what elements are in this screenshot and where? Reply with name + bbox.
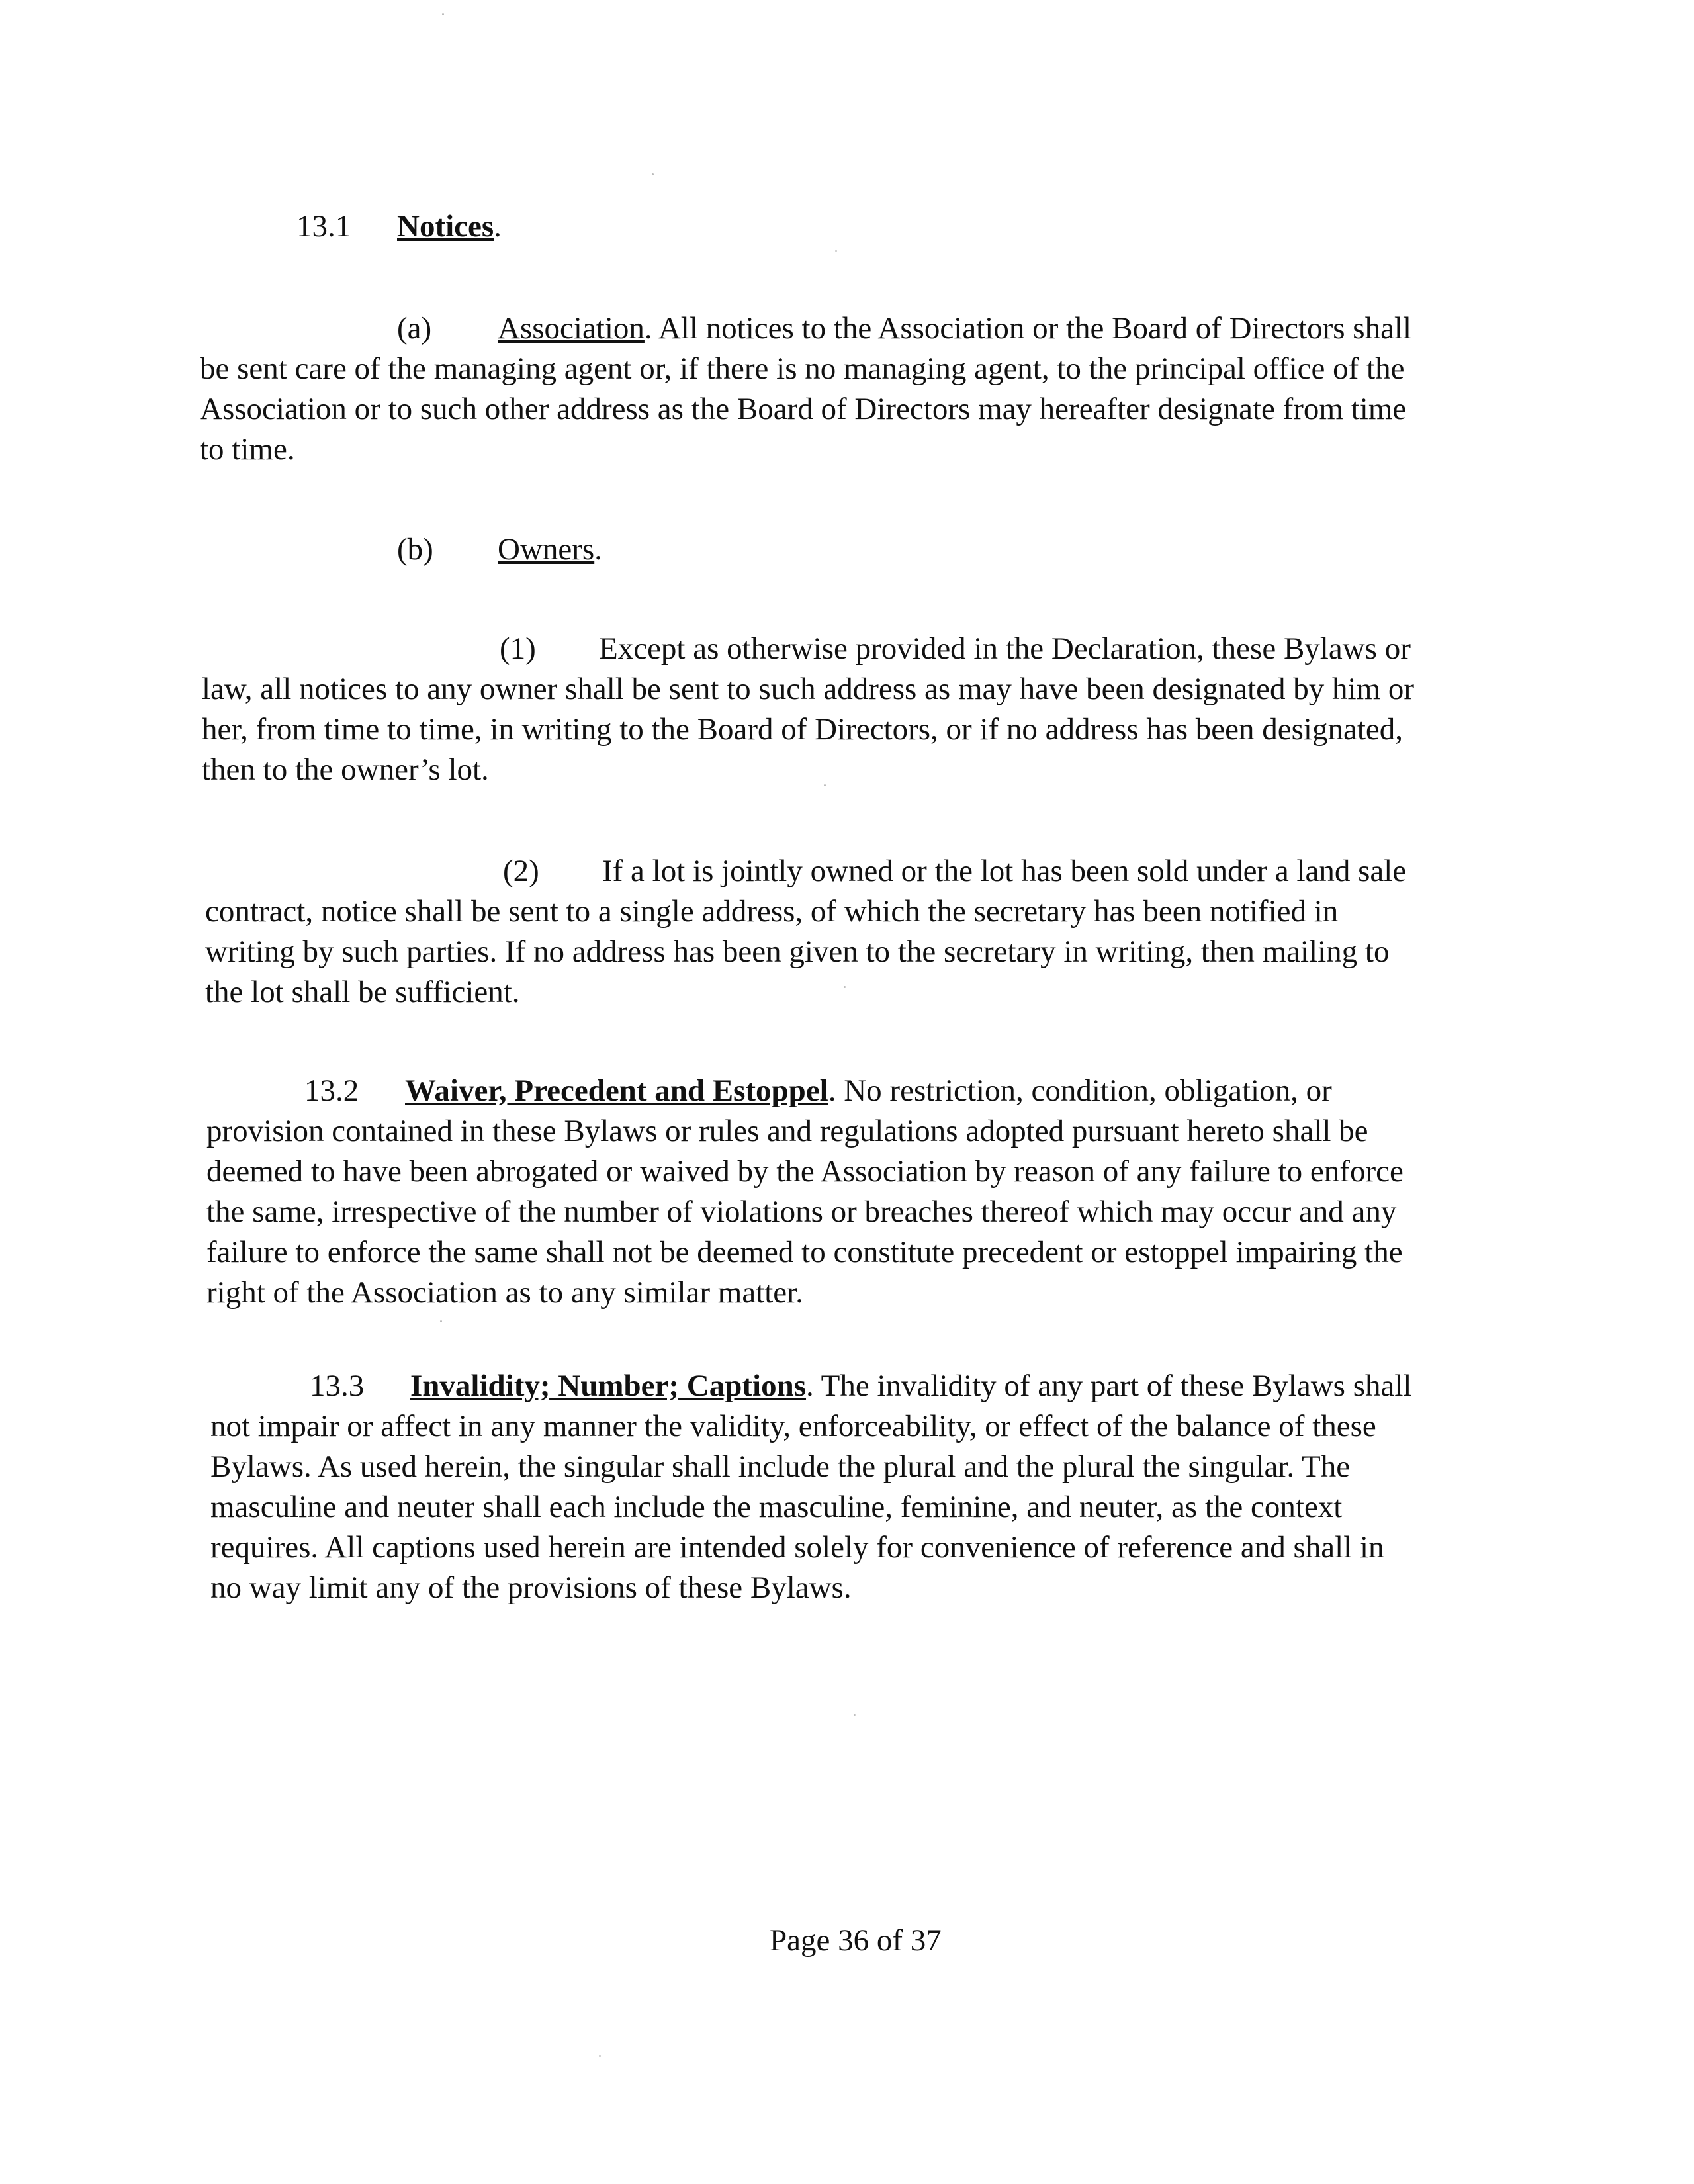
paragraph-line: not impair or affect in any manner the validity, enforceability, or effect of the balance of these (210, 1409, 1376, 1443)
owners-paragraph-2 (205, 851, 1406, 1013)
subsection-b-heading (397, 529, 602, 570)
paragraph-line: right of the Association as to any similar matter. (206, 1275, 803, 1310)
paragraph-text: . No restriction, condition, obligation, or (828, 1073, 1332, 1108)
subsection-title-tail: . (594, 532, 602, 567)
scan-speck (599, 2055, 601, 2057)
paragraph-line: requires. All captions used herein are intended solely for convenience of reference and shall in (210, 1530, 1384, 1565)
paragraph-line: writing by such parties. If no address has been given to the secretary in writing, then mailing to (205, 934, 1390, 969)
page-number-footer: Page 36 of 37 (770, 1923, 942, 1958)
paragraph-text: . All notices to the Association or the Board of Directors shall (644, 311, 1412, 345)
scan-speck (652, 173, 654, 175)
subsection-a (200, 308, 1411, 470)
scan-speck (824, 784, 826, 786)
paragraph-line: provision contained in these Bylaws or rules and regulations adopted pursuant hereto shall be (206, 1114, 1368, 1148)
section-title: Invalidity; Number; Captions (410, 1369, 807, 1403)
section-13-2 (206, 1071, 1404, 1313)
paragraph-line: be sent care of the managing agent or, if there is no managing agent, to the principal office of the (200, 351, 1405, 386)
owners-paragraph-1 (202, 629, 1414, 790)
paragraph-line (202, 629, 1414, 669)
paragraph-line (205, 851, 1406, 891)
paragraph-line (210, 1366, 1411, 1406)
section-13-3 (210, 1366, 1411, 1608)
section-title: Waiver, Precedent and Estoppel (405, 1073, 828, 1108)
paragraph-line: her, from time to time, in writing to the Board of Directors, or if no address has been designated, (202, 712, 1403, 747)
subsection-title: Association (498, 311, 645, 345)
section-number: 13.2 (304, 1073, 359, 1108)
paragraph-line (200, 308, 1411, 349)
paragraph-line: Bylaws. As used herein, the singular shall include the plural and the plural the singular. The (210, 1449, 1351, 1484)
section-title-tail: . (494, 209, 502, 244)
section-number: 13.1 (296, 209, 351, 244)
scan-speck (844, 986, 846, 988)
paragraph-line: failure to enforce the same shall not be deemed to constitute precedent or estoppel impairing the (206, 1235, 1403, 1269)
section-number: 13.3 (310, 1369, 365, 1403)
paragraph-line: to time. (200, 432, 295, 467)
paragraph-line: no way limit any of the provisions of these Bylaws. (210, 1570, 852, 1605)
paragraph-line: the same, irrespective of the number of violations or breaches thereof which may occur and any (206, 1195, 1397, 1229)
paragraph-line: Association or to such other address as the Board of Directors may hereafter designate from time (200, 392, 1407, 426)
paragraph-text: . The invalidity of any part of these Bylaws shall (806, 1369, 1412, 1403)
subsection-label: (a) (397, 311, 432, 345)
paragraph-text: Except as otherwise provided in the Declaration, these Bylaws or (599, 631, 1411, 666)
scan-speck (835, 250, 837, 252)
paragraph-line: law, all notices to any owner shall be sent to such address as may have been designated by him or (202, 672, 1415, 706)
paragraph-label: (2) (503, 854, 539, 888)
paragraph-line (206, 1071, 1404, 1111)
scan-speck (442, 13, 444, 15)
paragraph-label: (1) (500, 631, 536, 666)
paragraph-text: If a lot is jointly owned or the lot has been sold under a land sale (602, 854, 1407, 888)
paragraph-line: masculine and neuter shall each include the masculine, feminine, and neuter, as the context (210, 1490, 1343, 1524)
subsection-label: (b) (397, 532, 433, 567)
section-13-1-heading (296, 206, 502, 247)
paragraph-line: then to the owner’s lot. (202, 752, 489, 787)
scan-speck (440, 1320, 442, 1322)
paragraph-line: contract, notice shall be sent to a single address, of which the secretary has been notified in (205, 894, 1339, 929)
paragraph-line: the lot shall be sufficient. (205, 975, 520, 1009)
scan-speck (854, 1714, 856, 1716)
paragraph-line: deemed to have been abrogated or waived by the Association by reason of any failure to enforce (206, 1154, 1404, 1189)
section-title: Notices (397, 209, 494, 244)
subsection-title: Owners (498, 532, 595, 567)
